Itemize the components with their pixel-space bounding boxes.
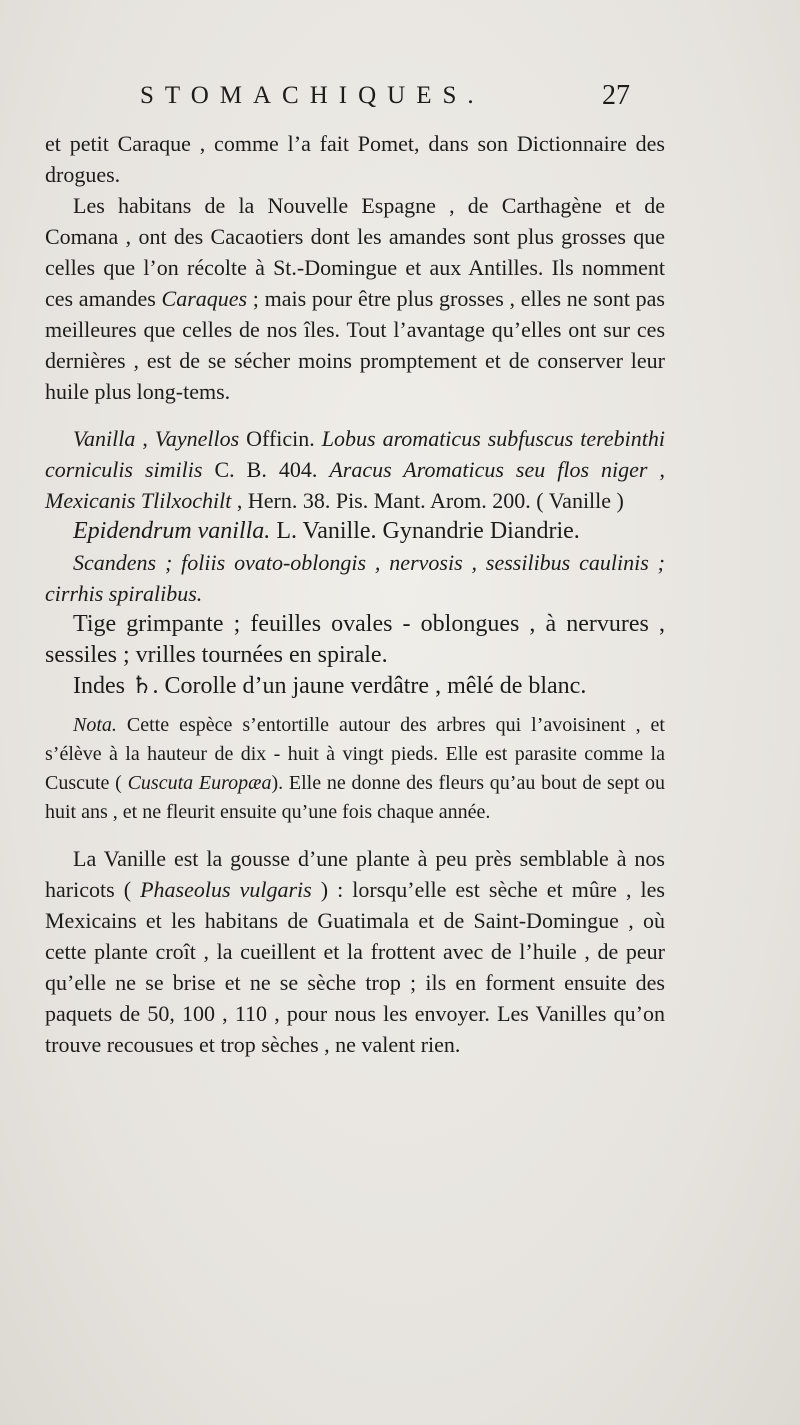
paragraph-text: Cette espèce s’entortille autour des arbres qui l’avoisinent , et s’élève à la hauteur de dix - huit à vingt pieds. Elle est parasite comme la Cuscute ( [45, 714, 665, 794]
latin-name: Phaseolus vulgaris [140, 877, 312, 902]
paragraph-text: Les habitans de la Nouvelle Espagne , de Carthagène et de Comana , ont des Cacaotiers dont les amandes sont plus grosses que celles que l’on récolte à St.-Domingue et aux Antilles. Ils nomment ces amandes [45, 193, 665, 311]
paragraph-latin-description: Scandens ; foliis ovato-oblongis , nervosis , sessilibus caulinis ; cirrhis spiralibus. [45, 550, 665, 606]
paragraph-text: , Hern. 38. Pis. Mant. Arom. 200. ( Vanille ) [231, 488, 624, 513]
paragraph-classification [45, 516, 665, 547]
paragraph-text: ; mais pour être plus grosses , elles ne sont pas meilleures que celles de nos îles. Tout l’avantage qu’elles ont sur ces dernières , est de se sécher moins promptement et de conserver leur huile plus long-tems. [45, 286, 665, 404]
paragraph-text: C. B. 404. [202, 457, 330, 482]
paragraph-cacao-origins [45, 190, 665, 407]
paragraph-text: , [135, 426, 155, 451]
paragraph-vanilla-pod [45, 843, 665, 1060]
latin-name: Lobus aromaticus subfuscus terebinthi corniculis similis [45, 426, 666, 482]
paragraph-nota [45, 711, 665, 827]
paragraph-vanilla-synonyms [45, 423, 665, 516]
paragraph-french-description: Tige grimpante ; feuilles ovales - oblongues , à nervures , sessiles ; vrilles tournées en spirale. [45, 611, 665, 668]
latin-name: Cuscuta Europæa [127, 772, 272, 794]
running-head: STOMACHIQUES. [140, 82, 485, 109]
paragraph-continuation: et petit Caraque , comme l’a fait Pomet, dans son Dictionnaire des drogues. [45, 131, 665, 187]
latin-name: Vanilla [73, 426, 136, 451]
paragraph-habitat: Indes ♄. Corolle d’un jaune verdâtre , mêlé de blanc. [73, 673, 587, 699]
paragraph-text: Officin. [239, 426, 322, 451]
paragraph-text: La Vanille est la gousse d’une plante à peu près semblable à nos haricots ( [45, 846, 665, 902]
nota-label: Nota. [73, 714, 117, 736]
paragraph-text: ). Elle ne donne des fleurs qu’au bout de sept ou huit ans , et ne fleurit ensuite qu’une fois chaque année. [45, 772, 665, 823]
page-number: 27 [602, 80, 630, 111]
page-header [130, 82, 630, 122]
paragraph-text: L. Vanille. Gynandrie Diandrie. [270, 518, 580, 544]
latin-name: Mexicanis Tlilxochilt [45, 488, 232, 513]
body-text [45, 128, 665, 1060]
latin-name: Epidendrum vanilla. [73, 518, 271, 544]
latin-name: Aracus Aromaticus seu flos niger [329, 457, 648, 482]
paragraph-text: ) : lorsqu’elle est sèche et mûre , les Mexicains et les habitans de Guatimala et de Saint-Domingue , où cette plante croît , la cueillent et la frottent avec de l’huile , de peur qu’elle ne se brise et ne se sèche trop ; ils en forment ensuite des paquets de 50, 100 , 110 , pour nous les envoyer. Les Vanilles qu’on trouve recousues et trop sèches , ne valent rien. [45, 877, 665, 1057]
latin-name: Vaynellos [154, 426, 240, 451]
paragraph-text: , [647, 457, 666, 482]
italic-term: Caraques [161, 286, 248, 311]
